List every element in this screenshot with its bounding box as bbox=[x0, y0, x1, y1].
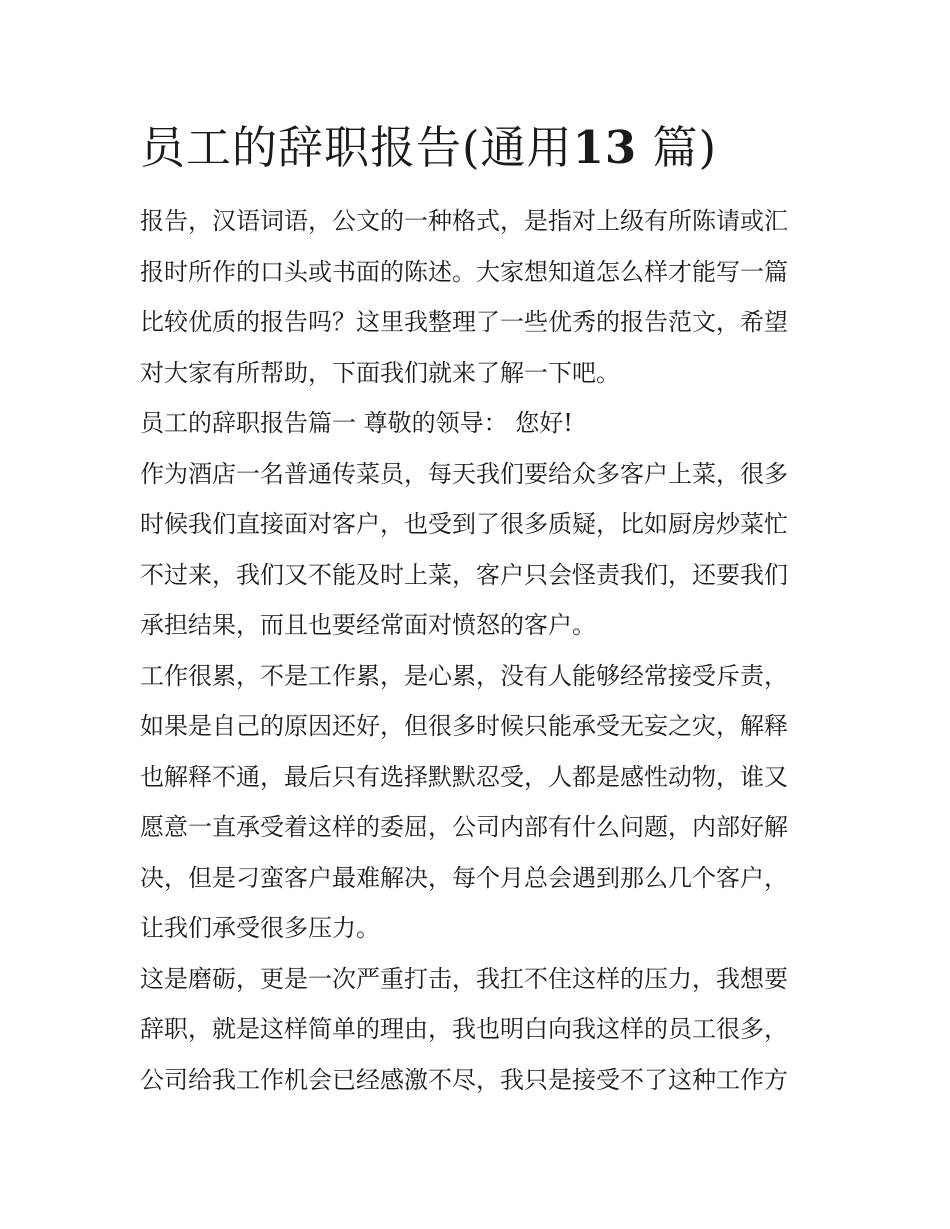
text-line: 决，但是刁蛮客户最难解决，每个月总会遇到那么几个客户， bbox=[140, 863, 788, 892]
title-number: 13 bbox=[572, 121, 638, 174]
text-line: 让我们承受很多压力。 bbox=[140, 914, 380, 942]
text-line: 辞职，就是这样简单的理由，我也明白向我这样的员工很多， bbox=[140, 1015, 788, 1043]
text-line: 愿意一直承受着这样的委屈，公司内部有什么问题，内部好解 bbox=[140, 813, 788, 841]
document-title bbox=[140, 112, 812, 184]
section-heading-line: 员工的辞职报告篇一 尊敬的领导： 您好! bbox=[140, 409, 573, 437]
text-line: 不过来，我们又不能及时上菜，客户只会怪责我们，还要我们 bbox=[140, 560, 788, 589]
document-body bbox=[140, 196, 812, 1105]
text-line: 也解释不通，最后只有选择默默忍受，人都是感性动物，谁又 bbox=[140, 762, 788, 791]
text-line: 作为酒店一名普通传菜员，每天我们要给众多客户上菜，很多 bbox=[140, 459, 788, 488]
text-line: 承担结果，而且也要经常面对愤怒的客户。 bbox=[140, 611, 596, 639]
document-content bbox=[140, 112, 812, 1105]
text-line: 对大家有所帮助，下面我们就来了解一下吧。 bbox=[140, 358, 620, 387]
text-line: 公司给我工作机会已经感激不尽，我只是接受不了这种工作方 bbox=[140, 1065, 788, 1094]
text-line: 这是磨砺，更是一次严重打击，我扛不住这样的压力，我想要 bbox=[140, 964, 788, 993]
text-line: 报告，汉语词语，公文的一种格式，是指对上级有所陈请或汇 bbox=[140, 207, 788, 235]
text-line: 工作很累，不是工作累，是心累，没有人能够经常接受斥责， bbox=[140, 661, 788, 690]
text-line: 时候我们直接面对客户，也受到了很多质疑，比如厨房炒菜忙 bbox=[140, 510, 788, 538]
text-line: 报时所作的口头或书面的陈述。大家想知道怎么样才能写一篇 bbox=[140, 257, 788, 286]
title-suffix: 篇) bbox=[652, 121, 718, 174]
text-line: 比较优质的报告吗？这里我整理了一些优秀的报告范文，希望 bbox=[140, 308, 788, 336]
title-prefix: 员工的辞职报告(通用 bbox=[140, 121, 573, 174]
text-line: 如果是自己的原因还好，但很多时候只能承受无妄之灾，解释 bbox=[140, 712, 788, 740]
